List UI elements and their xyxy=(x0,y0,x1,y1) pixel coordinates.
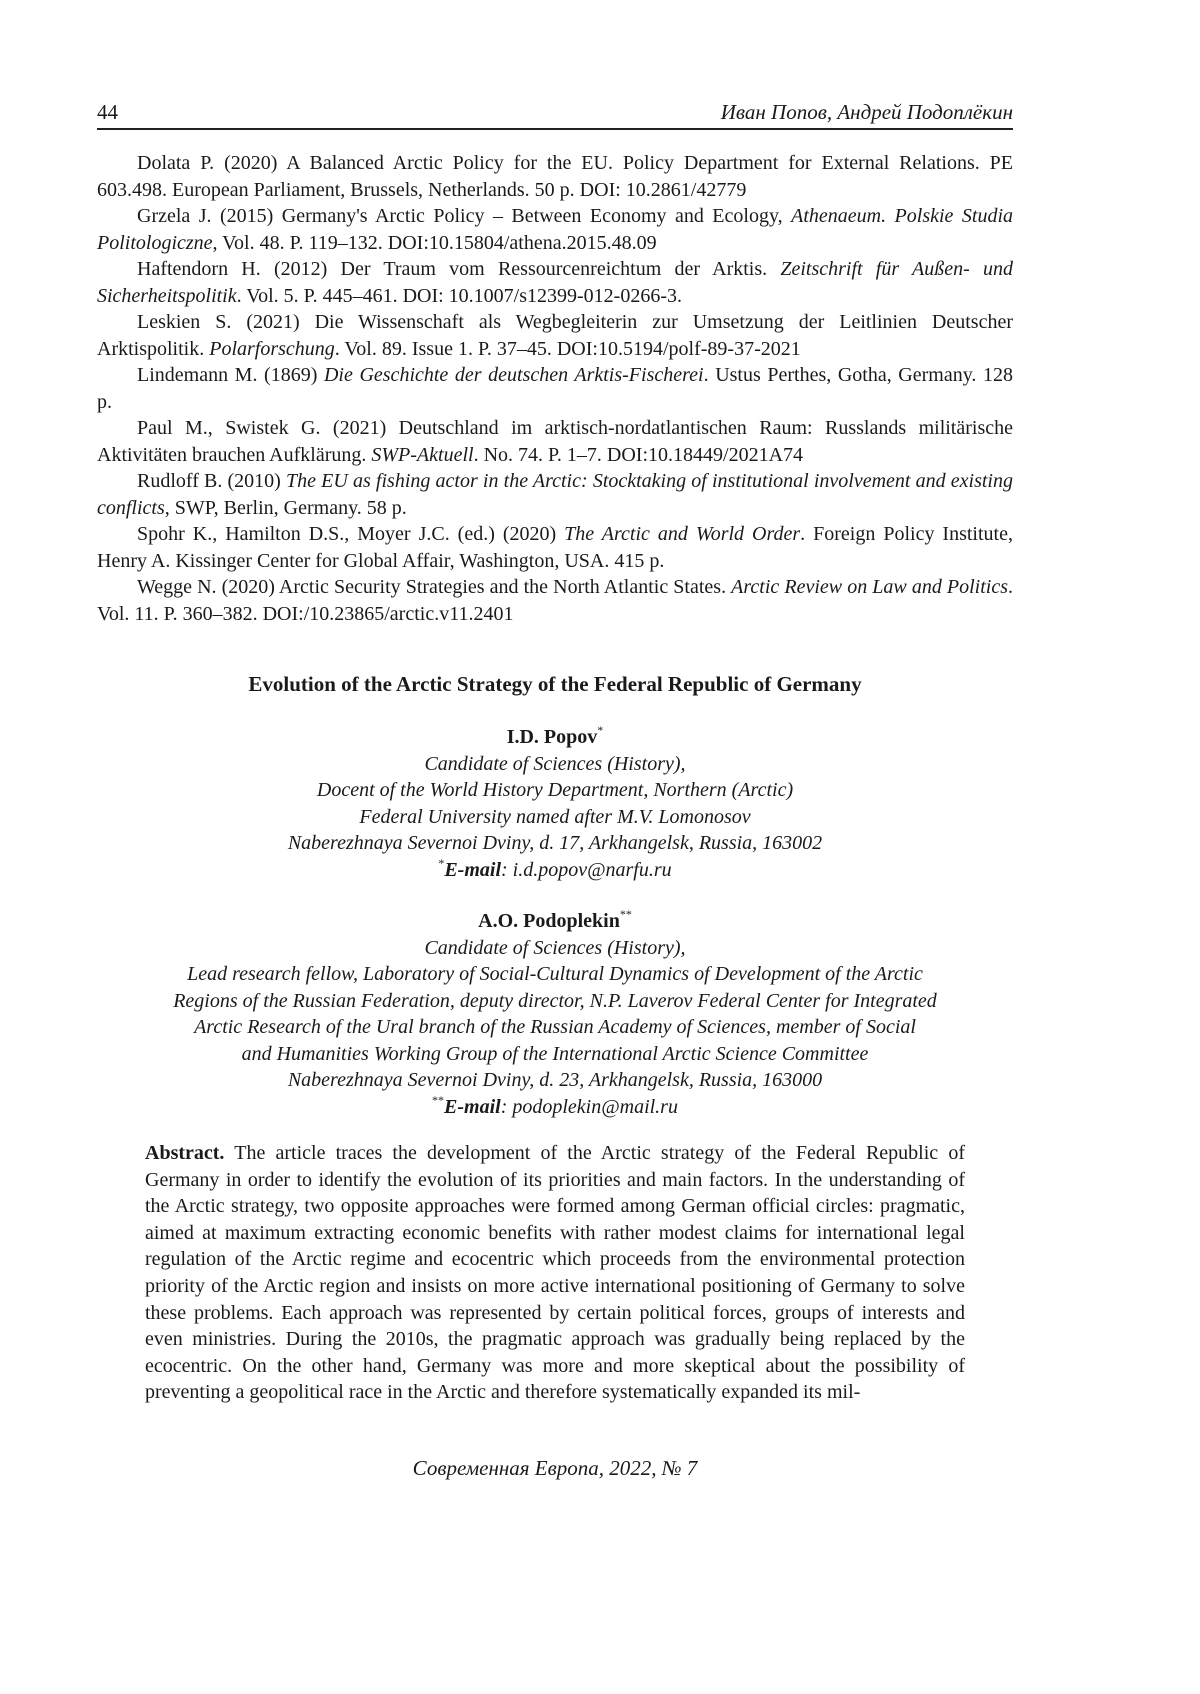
footnote-mark: ** xyxy=(619,907,632,921)
author-1-email[interactable]: : i.d.popov@narfu.ru xyxy=(501,858,672,881)
reference-text: Spohr K., Hamilton D.S., Moyer J.C. (ed.) (2020) xyxy=(137,523,565,545)
author-2-name: A.O. Podoplekin xyxy=(478,910,620,932)
reference-source-title: Arctic Review on Law and Politics xyxy=(731,576,1009,598)
reference-text: Grzela J. (2015) Germany's Arctic Policy – Between Economy and Ecology, xyxy=(137,205,792,227)
affiliation-line: Docent of the World History Department, Northern (Arctic) xyxy=(316,779,794,801)
reference-text: . Vol. 11. P. 360–382. DOI:/10.23865/arctic.v11.2401 xyxy=(97,576,1014,625)
footnote-mark: * xyxy=(597,723,604,737)
reference-source-title: The Arctic and World Order xyxy=(564,523,801,545)
reference-text: Rudloff B. (2010) xyxy=(137,470,286,492)
running-header xyxy=(97,100,1013,126)
author-1-affiliation xyxy=(97,724,1013,883)
affiliation-line: and Humanities Working Group of the International Arctic Science Committee xyxy=(241,1042,869,1065)
header-rule xyxy=(97,128,1013,130)
reference-source-title: Athenaeum. Polskie Studia Politologiczne xyxy=(97,205,1014,254)
reference-entry xyxy=(97,362,1013,415)
email-label: E-mail xyxy=(444,858,502,881)
reference-text: , Vol. 48. P. 119–132. DOI:10.15804/athena.2015.48.09 xyxy=(212,231,657,254)
reference-text: . Foreign Policy Institute, Henry A. Kissinger Center for Global Affair, Washington, USA. 415 p. xyxy=(97,523,1013,572)
reference-source-title: Zeitschrift für Außen- und Sicherheitspolitik xyxy=(97,258,1013,307)
reference-entry xyxy=(97,203,1013,256)
reference-entry xyxy=(97,256,1013,309)
reference-text: Dolata P. (2020) A Balanced Arctic Policy for the EU. Policy Department for External Relations. PE 603.498. European Parliament, Brussels, Netherlands. 50 p. DOI: 10.2861/42779 xyxy=(97,152,1013,201)
author-2-affiliation xyxy=(97,908,1013,1120)
reference-entry xyxy=(97,309,1013,362)
affiliation-line: Arctic Research of the Ural branch of the Russian Academy of Sciences, member of Social xyxy=(194,1016,916,1038)
page-number: 44 xyxy=(97,100,118,124)
reference-entry xyxy=(97,468,1013,521)
abstract-label: Abstract. xyxy=(145,1142,225,1164)
reference-text: Haftendorn H. (2012) Der Traum vom Ressourcenreichtum der Arktis. xyxy=(137,258,781,280)
reference-text: . Vol. 5. P. 445–461. DOI: 10.1007/s12399-012-0266-3. xyxy=(236,284,682,307)
email-label: E-mail xyxy=(444,1095,501,1118)
reference-text: Leskien S. (2021) Die Wissenschaft als Wegbegleiterin zur Umsetzung der Leitlinien Deutscher Arktispolitik. xyxy=(97,311,1013,360)
reference-text: , SWP, Berlin, Germany. 58 p. xyxy=(164,496,407,519)
affiliation-line: Naberezhnaya Severnoi Dviny, d. 23, Arkhangelsk, Russia, 163000 xyxy=(287,1069,823,1091)
reference-text: Wegge N. (2020) Arctic Security Strategies and the North Atlantic States. xyxy=(137,576,732,598)
abstract xyxy=(145,1140,965,1406)
reference-source-title: The EU as fishing actor in the Arctic: Stocktaking of institutional involvement and existing conflicts xyxy=(97,470,1013,519)
author-1-name: I.D. Popov xyxy=(506,726,598,748)
affiliation-line: Federal University named after M.V. Lomonosov xyxy=(359,805,751,828)
affiliation-line: Lead research fellow, Laboratory of Social-Cultural Dynamics of Development of the Arctic xyxy=(187,963,923,985)
reference-text: Paul M., Swistek G. (2021) Deutschland im arktisch-nordatlantischen Raum: Russlands militärische Aktivitäten brauchen Aufklärung. xyxy=(97,417,1013,466)
footnote-mark: * xyxy=(438,855,445,870)
reference-text: Lindemann M. (1869) xyxy=(137,364,324,386)
reference-text: . No. 74. P. 1–7. DOI:10.18449/2021A74 xyxy=(473,443,804,466)
affiliation-line: Candidate of Sciences (History), xyxy=(424,752,686,775)
affiliation-line: Candidate of Sciences (History), xyxy=(424,936,686,959)
article-title: Evolution of the Arctic Strategy of the Federal Republic of Germany xyxy=(248,672,862,696)
affiliation-line: Regions of the Russian Federation, deputy director, N.P. Laverov Federal Center for Integrated xyxy=(173,989,937,1012)
reference-source-title: SWP-Aktuell xyxy=(371,443,474,466)
reference-entry xyxy=(97,521,1013,574)
reference-source-title: Die Geschichte der deutschen Arktis-Fischerei xyxy=(323,364,704,386)
author-2-email[interactable]: : podoplekin@mail.ru xyxy=(500,1095,678,1118)
reference-entry xyxy=(97,415,1013,468)
reference-entry xyxy=(97,150,1013,203)
reference-text: . Ustus Perthes, Gotha, Germany. 128 p. xyxy=(97,364,1014,413)
reference-entry xyxy=(97,574,1013,627)
journal-footer: Современная Европа, 2022, № 7 xyxy=(412,1456,698,1480)
reference-list xyxy=(97,150,1013,627)
abstract-text: The article traces the development of the Arctic strategy of the Federal Republic of Germany in order to identify the evolution of its priorities and main factors. In the understanding of the Arctic strategy, two opposite approaches were formed among German official circles: pragmatic, aimed at maximum extracting economic benefits with rather modest claims for international legal regulation of the Arctic regime and ecocentric which proceeds from the environmental protection priority of the Arctic region and insists on more active international positioning of Germany to solve these problems. Each approach was represented by certain political forces, groups of interests and even ministries. During the 2010s, the pragmatic approach was gradually being replaced by the ecocentric. On the other hand, Germany was more and more skeptical about the possibility of preventing a geopolitical race in the Arctic and therefore systematically expanded its mil- xyxy=(145,1142,965,1404)
footnote-mark: ** xyxy=(432,1092,445,1107)
reference-text: . Vol. 89. Issue 1. P. 37–45. DOI:10.5194/polf-89-37-2021 xyxy=(334,337,801,360)
running-header-authors: Иван Попов, Андрей Подоплёкин xyxy=(720,100,1013,124)
affiliation-line: Naberezhnaya Severnoi Dviny, d. 17, Arkhangelsk, Russia, 163002 xyxy=(287,832,823,854)
reference-source-title: Polarforschung xyxy=(209,337,335,360)
